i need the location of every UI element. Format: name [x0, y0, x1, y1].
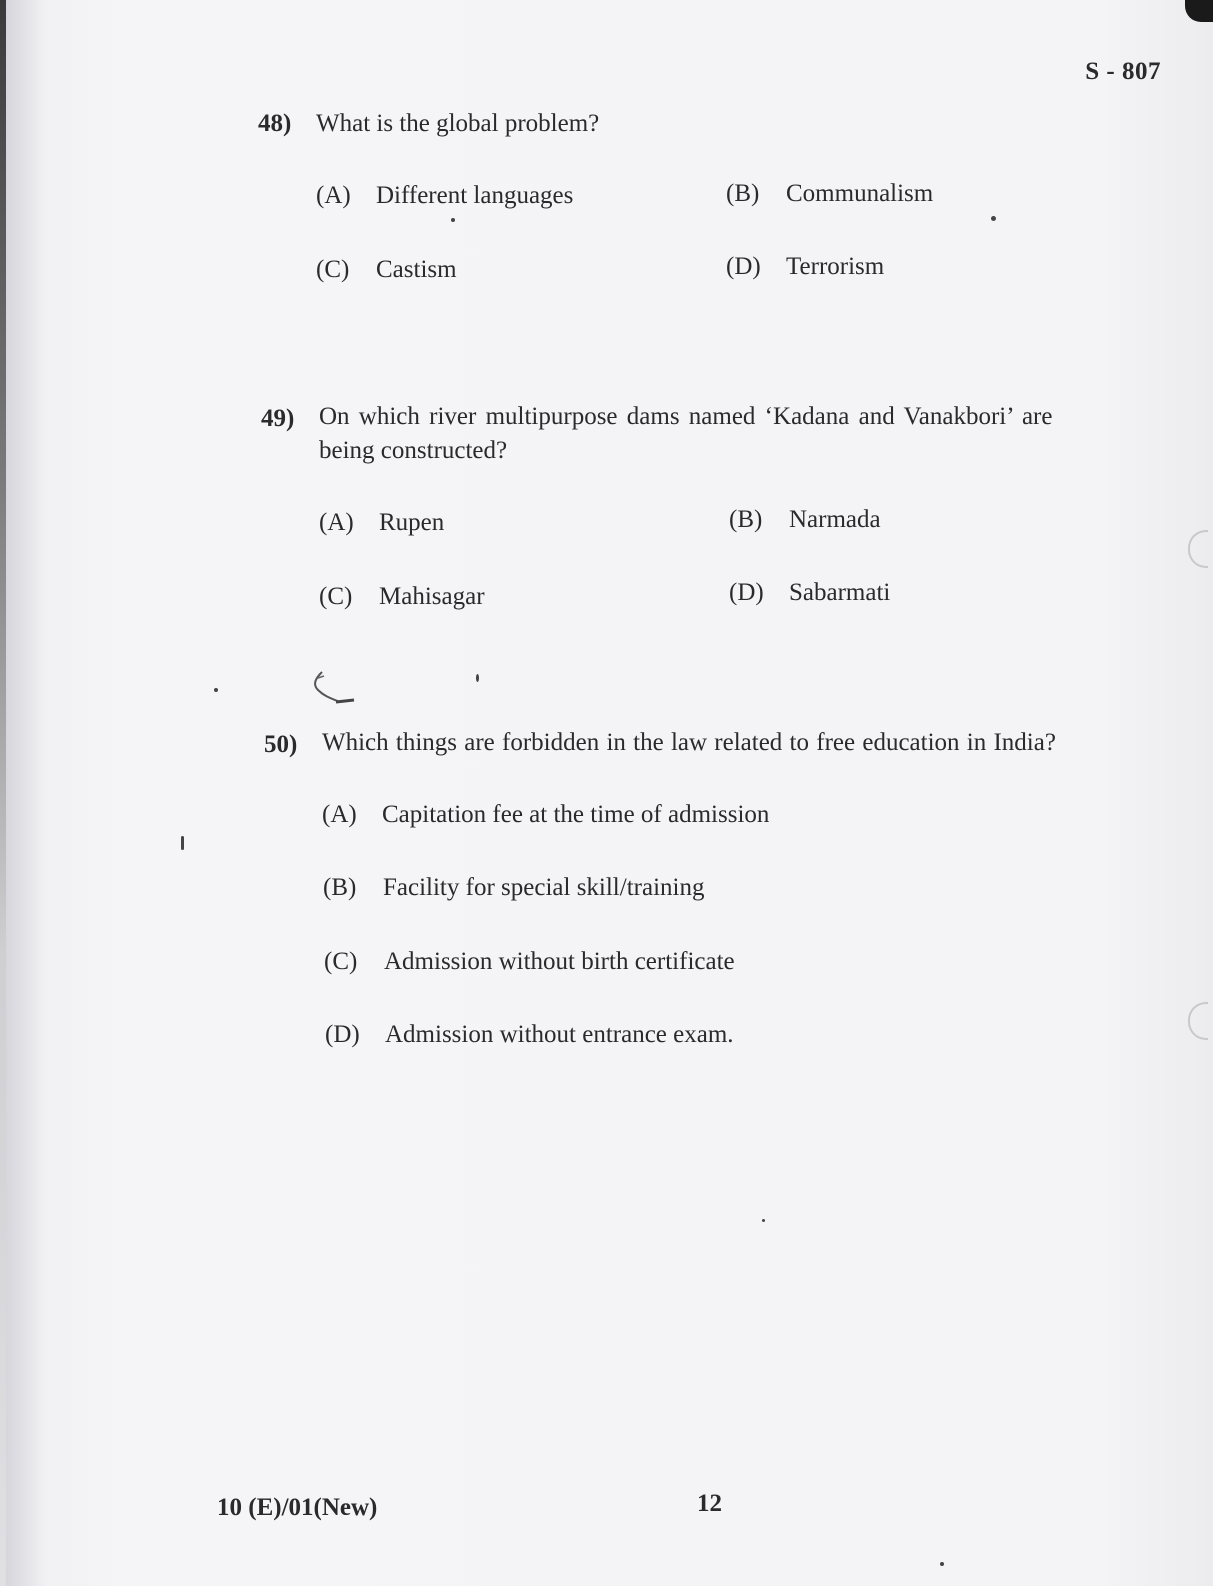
option-text: Sabarmati	[789, 579, 891, 606]
option-label: (D)	[726, 253, 761, 280]
paper-code: 10 (E)/01(New)	[217, 1494, 378, 1521]
question-number: 49)	[261, 405, 295, 432]
question-text: What is the global problem?	[316, 110, 600, 137]
option-b	[726, 180, 933, 208]
option-label: (B)	[323, 874, 357, 901]
option-c	[319, 583, 485, 611]
page-number: 12	[697, 1490, 722, 1517]
scan-speck	[214, 688, 218, 692]
scan-corner-artifact	[1185, 0, 1213, 22]
question-number: 50)	[264, 731, 298, 758]
option-d	[325, 1021, 734, 1049]
question-text-line-2: being constructed?	[319, 437, 508, 464]
option-c	[316, 256, 457, 284]
option-label: (C)	[324, 948, 358, 975]
scan-speck	[451, 218, 455, 222]
scan-speck	[991, 216, 996, 221]
option-text: Castism	[376, 256, 457, 283]
question-text-line-1: On which river multipurpose dams named ‘Kadana and Vanakbori’ are	[319, 403, 1053, 430]
option-text: Communalism	[786, 180, 934, 207]
option-label: (A)	[322, 801, 357, 828]
option-text: Admission without entrance exam.	[385, 1021, 734, 1048]
option-b	[323, 874, 704, 902]
option-a	[319, 509, 444, 537]
option-label: (A)	[316, 182, 351, 209]
option-a	[322, 801, 769, 829]
option-text: Rupen	[379, 509, 445, 536]
question-number: 48)	[258, 110, 292, 137]
page-fold-shadow	[6, 0, 46, 1586]
option-c	[324, 948, 735, 976]
option-label: (C)	[316, 256, 350, 283]
scan-speck	[181, 836, 184, 850]
option-text: Capitation fee at the time of admission	[382, 801, 770, 828]
option-text: Different languages	[376, 182, 574, 209]
option-d	[729, 579, 890, 607]
option-label: (C)	[319, 583, 353, 610]
option-text: Mahisagar	[379, 583, 485, 610]
pencil-scribble	[310, 668, 366, 712]
option-text: Terrorism	[786, 253, 885, 280]
question-text: Which things are forbidden in the law related to free education in India?	[322, 729, 1056, 756]
option-text: Facility for special skill/training	[383, 874, 705, 901]
binding-hole	[1188, 1002, 1208, 1040]
option-text: Narmada	[789, 506, 881, 533]
option-label: (A)	[319, 509, 354, 536]
option-text: Admission without birth certificate	[384, 948, 735, 975]
paper-series-code: S - 807	[1085, 58, 1161, 85]
option-b	[729, 506, 881, 534]
option-label: (D)	[729, 579, 764, 606]
option-label: (B)	[729, 506, 763, 533]
scan-speck	[940, 1562, 944, 1566]
scan-speck	[476, 674, 479, 682]
option-a	[316, 182, 573, 210]
option-label: (D)	[325, 1021, 360, 1048]
binding-hole	[1188, 530, 1208, 568]
option-d	[726, 253, 884, 281]
scan-speck	[762, 1219, 765, 1222]
option-label: (B)	[726, 180, 760, 207]
